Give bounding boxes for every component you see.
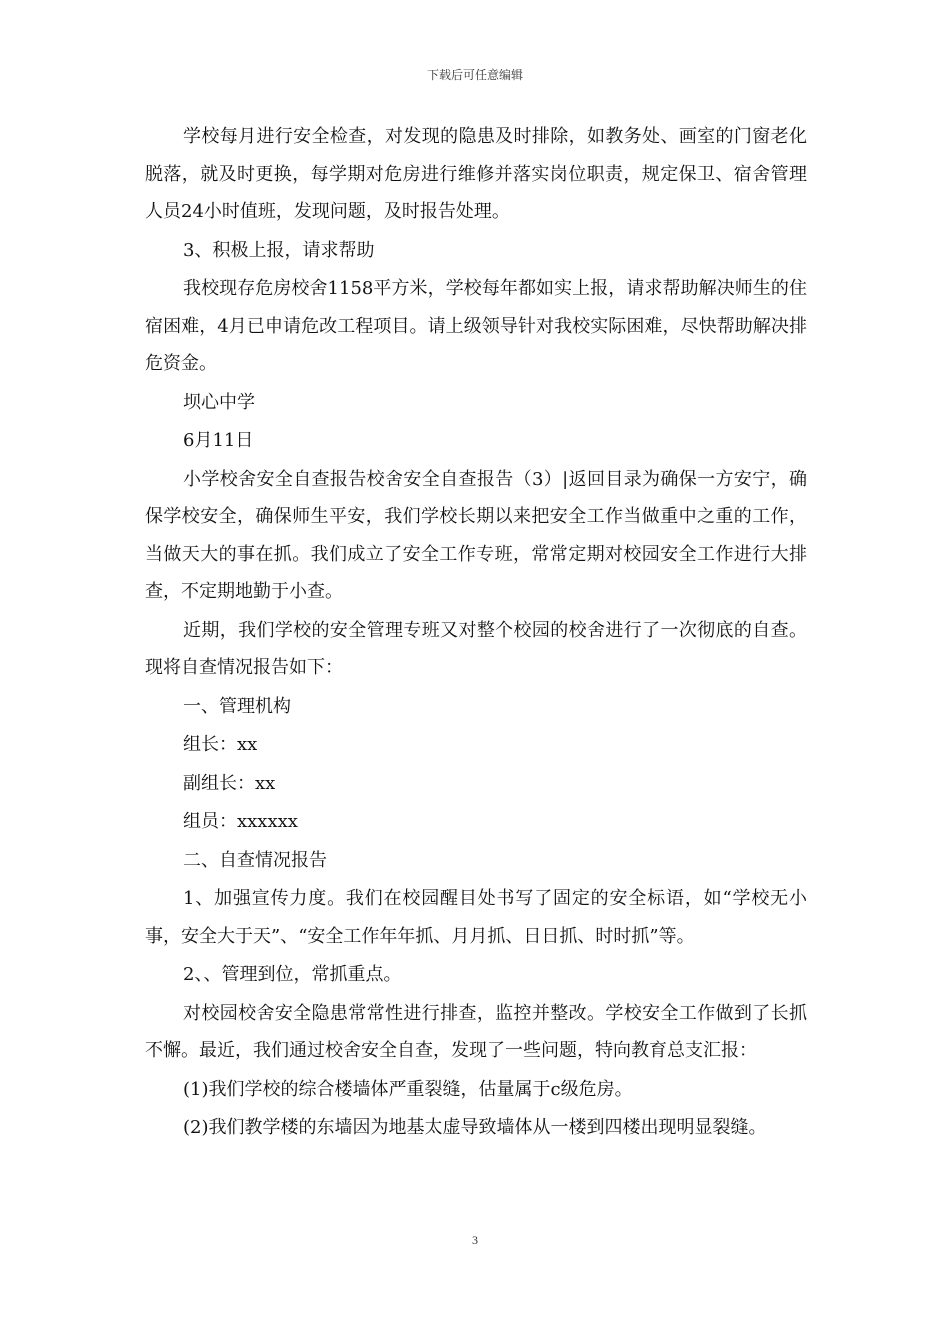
- paragraph-recent-check: 近期，我们学校的安全管理专班又对整个校园的校舍进行了一次彻底的自查。现将自查情况报告如下：: [145, 619, 807, 678]
- signature-school: 坝心中学: [183, 391, 255, 413]
- heading-management-focus: 2、、管理到位，常抓重点。: [183, 964, 402, 985]
- list-item-2: (2)我们教学楼的东墙因为地基太虚导致墙体从一楼到四楼出现明显裂缝。: [183, 1117, 767, 1138]
- team-members: 组员：xxxxxx: [183, 811, 298, 832]
- page-number: 3: [472, 1233, 478, 1247]
- signature-date: 6月11日: [183, 430, 254, 451]
- list-item-1: (1)我们学校的综合楼墙体严重裂缝，估量属于c级危房。: [183, 1078, 633, 1100]
- team-leader: 组长：xx: [183, 734, 258, 755]
- team-deputy: 副组长：xx: [183, 772, 276, 794]
- paragraph-inspection: 学校每月进行安全检查，对发现的隐患及时排除，如教务处、画室的门窗老化脱落，就及时更换，每学期对危房进行维修并落实岗位职责，规定保卫、宿舍管理人员24小时值班，发现问题，及时报告处理。: [145, 126, 807, 222]
- paragraph-report-intro: 小学校舍安全自查报告校舍安全自查报告（3）|返回目录为确保一方安宁，确保学校安全，确保师生平安，我们学校长期以来把安全工作当做重中之重的工作，当做天大的事在抓。我们成立了安全工作专班，常常定期对校园安全工作进行大排查，不定期地勤于小查。: [145, 468, 807, 602]
- heading-report-help: 3、积极上报，请求帮助: [183, 239, 375, 261]
- heading-self-check: 二、自查情况报告: [183, 849, 327, 871]
- heading-management: 一、管理机构: [183, 695, 291, 717]
- paragraph-publicity: 1、加强宣传力度。我们在校园醒目处书写了固定的安全标语，如“学校无小事，安全大于天”、“安全工作年年抓、月月抓、日日抓、时时抓”等。: [145, 888, 807, 947]
- document-body: [145, 118, 807, 1148]
- page-header-note: 下载后可任意编辑: [426, 68, 523, 82]
- paragraph-dangerous-buildings: 我校现存危房校舍1158平方米，学校每年都如实上报，请求帮助解决师生的住宿困难，4月已申请危改工程项目。请上级领导针对我校实际困难，尽快帮助解决排危资金。: [145, 278, 807, 374]
- paragraph-hazard-check: 对校园校舍安全隐患常常性进行排查，监控并整改。学校安全工作做到了长抓不懈。最近，我们通过校舍安全自查，发现了一些问题，特向教育总支汇报：: [145, 1002, 807, 1061]
